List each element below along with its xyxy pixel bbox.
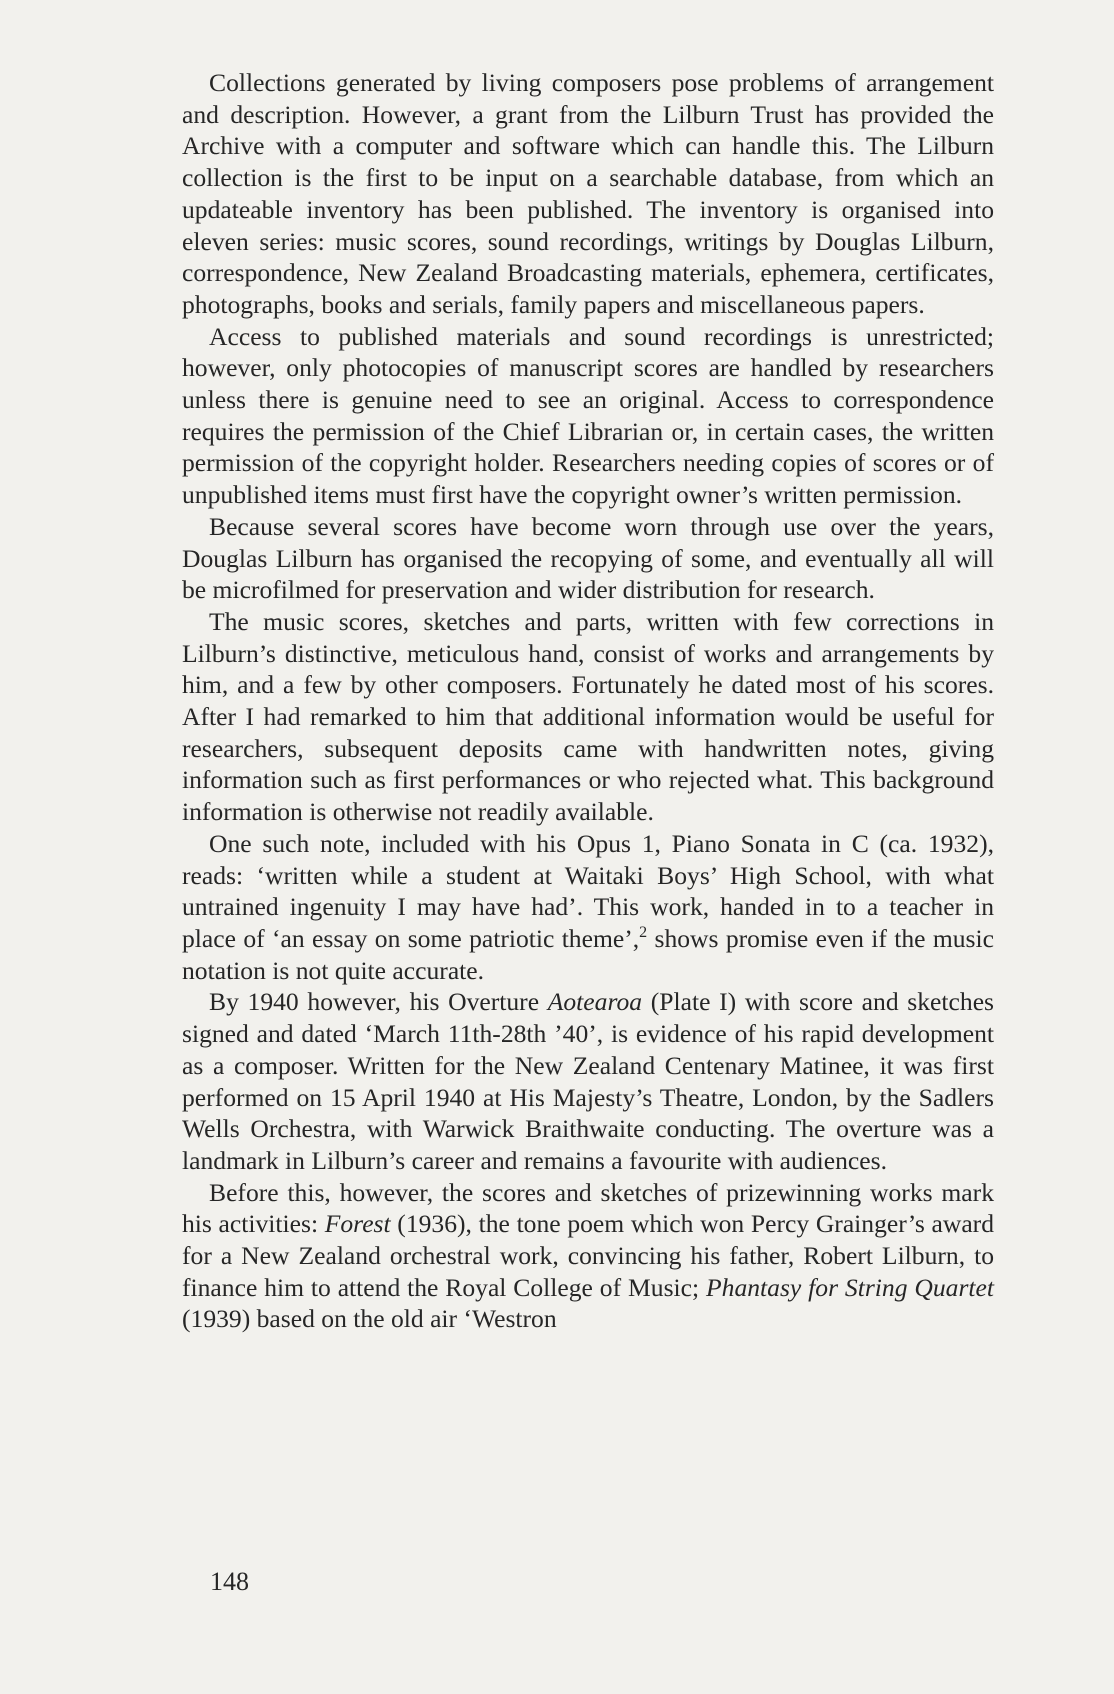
footnote-ref: 2 — [639, 923, 648, 941]
text-run: The music scores, sketches and parts, written with few corrections in Lilburn’s distinctive, meticulous hand, consist of works and arrangements by him, and a few by other composers. Fortunately he dated most of his scores. After I had remarked to him that additional information would be useful for researchers, subsequent deposits came with handwritten notes, giving information such as first performances or who rejected what. This background information is otherwise not readily available. — [182, 606, 994, 827]
text-run: (1939) based on the old air ‘Westron — [182, 1304, 557, 1334]
italic-title: Phantasy for String Quartet — [706, 1272, 994, 1302]
text-run: (1936), the tone poem which won Percy Grainger’s award for a New Zealand orchestral work, convincing his father, Robert Lilburn, to finance him to attend the Royal College of Music; — [182, 1209, 994, 1302]
paragraph-p2 — [182, 321, 994, 511]
paragraph-p6 — [182, 986, 994, 1176]
paragraph-p1 — [182, 67, 994, 321]
text-run: By 1940 however, his Overture — [209, 987, 548, 1017]
text-run: Access to published materials and sound recordings is unrestricted; however, only photocopies of manuscript scores are handled by researchers unless there is genuine need to see an original. Access to correspondence requires the permission of the Chief Librarian or, in certain cases, the written permission of the copyright holder. Researchers needing copies of scores or of unpublished items must first have the copyright owner’s written permission. — [182, 321, 994, 510]
body-text — [182, 67, 994, 1335]
paragraph-p7 — [182, 1177, 994, 1336]
italic-title: Aotearoa — [547, 987, 643, 1017]
italic-title: Forest — [324, 1209, 391, 1239]
text-run: (Plate I) with score and sketches signed and dated ‘March 11th-28th ’40’, is evidence of his rapid development as a composer. Written for the New Zealand Centenary Matinee, it was first performed on 15 April 1940 at His Majesty’s Theatre, London, by the Sadlers Wells Orchestra, with Warwick Braithwaite conducting. The overture was a landmark in Lilburn’s career and remains a favourite with audiences. — [182, 987, 995, 1175]
text-run: Because several scores have become worn through use over the years, Douglas Lilburn has organised the recopying of some, and eventually all will be microfilmed for preservation and wider distribution for research. — [182, 511, 994, 605]
text-run: shows promise even if the music notation is not quite accurate. — [182, 923, 994, 985]
text-run: One such note, included with his Opus 1, Piano Sonata in C (ca. 1932), reads: ‘written while a student at Waitaki Boys’ High School, with what untrained ingenuity I may have had’. This work, handed in to a teacher in place of ‘an essay on some patriotic theme’, — [182, 828, 994, 953]
paragraph-p3 — [182, 511, 994, 606]
text-run: Before this, however, the scores and sketches of prizewinning works mark his activities: — [182, 1177, 994, 1239]
paragraph-p4 — [182, 606, 994, 828]
page-number: 148 — [210, 1567, 249, 1596]
paragraph-p5 — [182, 828, 994, 987]
text-run: Collections generated by living composers pose problems of arrangement and description. However, a grant from the Lilburn Trust has provided the Archive with a computer and software which can handle this. The Lilburn collection is the first to be input on a searchable database, from which an updateable inventory has been published. The inventory is organised into eleven series: music scores, sound recordings, writings by Douglas Lilburn, correspondence, New Zealand Broadcasting materials, ephemera, certificates, photographs, books and serials, family papers and miscellaneous papers. — [182, 68, 994, 319]
